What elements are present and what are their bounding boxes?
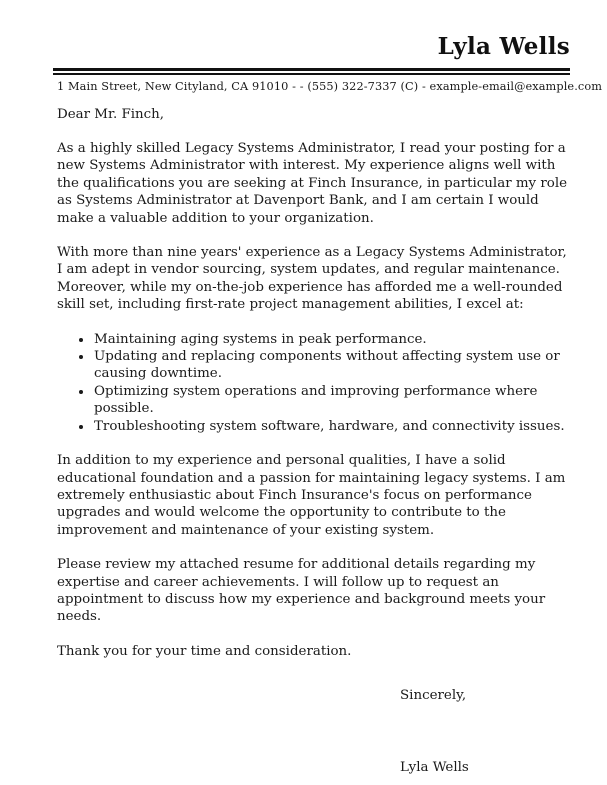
salutation: Dear Mr. Finch, bbox=[57, 106, 165, 122]
skill-bullet: • Troubleshooting system software, hardware, and connectivity issues. bbox=[93, 418, 570, 435]
closing-block bbox=[400, 687, 570, 776]
letter-body bbox=[57, 106, 570, 776]
skill-bullet: • Maintaining aging systems in peak performance. bbox=[93, 331, 570, 348]
letter-header bbox=[57, 33, 603, 93]
paragraph-experience: With more than nine years' experience as a Legacy Systems Administrator, I am adept in vendor sourcing, system updates, and regular maintenance. Moreover, while my on-the-job experience has afforded me a well-rounded skill set, including first-rate project management abilities, I excel at: bbox=[57, 245, 567, 313]
paragraph-intro: As a highly skilled Legacy Systems Administrator, I read your posting for a new Systems Administrator with interest. My experience aligns well with the qualifications you are seeking at Finch Insurance, in particular my role as Systems Administrator at Davenport Bank, and I am certain I would make a valuable addition to your organization. bbox=[57, 141, 568, 226]
skills-bullet-list bbox=[57, 331, 570, 435]
sender-name: Lyla Wells bbox=[437, 33, 570, 60]
header-divider-rule bbox=[53, 68, 570, 75]
skill-bullet: • Updating and replacing components without affecting system use or causing downtime. bbox=[93, 348, 570, 383]
skill-bullet: • Optimizing system operations and improving performance where possible. bbox=[93, 383, 570, 418]
paragraph-thanks: Thank you for your time and consideration. bbox=[57, 643, 352, 659]
paragraph-follow-up: Please review my attached resume for additional details regarding my expertise and career achievements. I will follow up to request an appointment to discuss how my experience and background meets your needs. bbox=[57, 557, 546, 625]
signature-name: Lyla Wells bbox=[400, 759, 469, 775]
paragraph-education: In addition to my experience and personal qualities, I have a solid educational foundation and a passion for maintaining legacy systems. I am extremely enthusiastic about Finch Insurance's focus on performance upgrades and would welcome the opportunity to contribute to the improvement and maintenance of your existing system. bbox=[57, 453, 566, 538]
valediction: Sincerely, bbox=[400, 688, 467, 704]
contact-line: 1 Main Street, New Cityland, CA 91010 - - (555) 322-7337 (C) - example-email@example.com bbox=[57, 79, 603, 93]
